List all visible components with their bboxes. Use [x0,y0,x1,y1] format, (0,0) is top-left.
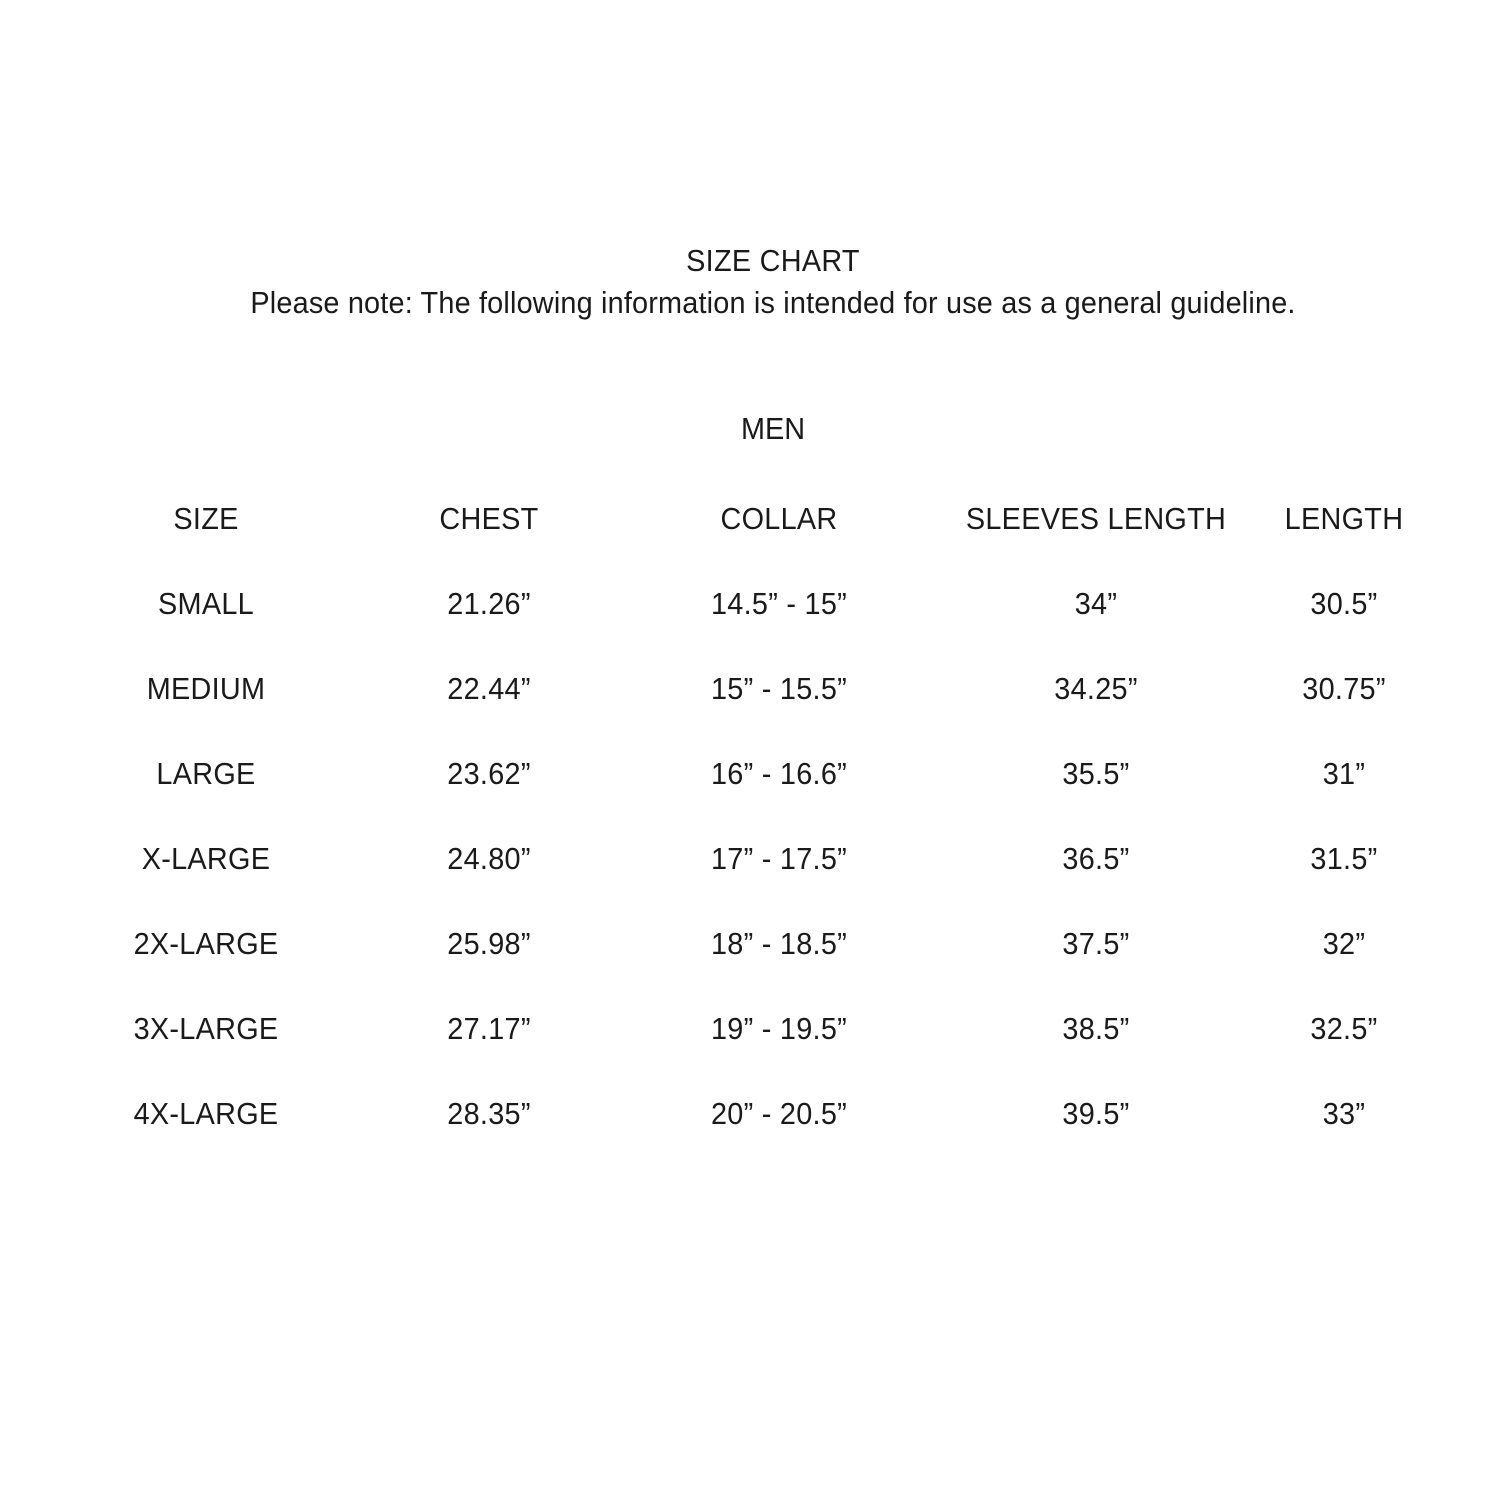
table-cell-sleeves-length: 34” [1074,586,1118,621]
table-cell-collar: 15” - 15.5” [710,671,848,706]
table-cell-chest: 27.17” [447,1011,531,1046]
table-cell-size: 2X-LARGE [133,926,279,961]
column-header-collar: COLLAR [720,501,838,536]
table-cell-size: 3X-LARGE [133,1011,279,1046]
table-cell-length: 33” [1322,1096,1366,1131]
table-cell-collar: 17” - 17.5” [710,841,848,876]
table-cell-chest: 22.44” [447,671,531,706]
table-cell-size: LARGE [156,756,256,791]
section-heading-men: MEN [740,411,806,446]
table-cell-sleeves-length: 35.5” [1062,756,1130,791]
table-cell-size: MEDIUM [146,671,266,706]
column-header-chest: CHEST [439,501,539,536]
table-cell-size: SMALL [158,586,254,621]
page-title: SIZE CHART [686,243,860,278]
table-cell-sleeves-length: 39.5” [1062,1096,1130,1131]
table-cell-length: 30.5” [1310,586,1378,621]
table-cell-chest: 24.80” [447,841,531,876]
table-cell-chest: 21.26” [447,586,531,621]
table-cell-chest: 28.35” [447,1096,531,1131]
table-cell-collar: 20” - 20.5” [710,1096,848,1131]
column-header-length: LENGTH [1284,501,1404,536]
table-cell-length: 32.5” [1310,1011,1378,1046]
table-cell-chest: 23.62” [447,756,531,791]
table-cell-collar: 19” - 19.5” [710,1011,848,1046]
table-cell-length: 32” [1322,926,1366,961]
table-cell-length: 30.75” [1302,671,1386,706]
table-cell-collar: 16” - 16.6” [710,756,848,791]
table-cell-chest: 25.98” [447,926,531,961]
table-cell-size: 4X-LARGE [133,1096,279,1131]
column-header-sleeves-length: SLEEVES LENGTH [965,501,1227,536]
table-cell-length: 31.5” [1310,841,1378,876]
table-cell-size: X-LARGE [141,841,271,876]
table-cell-sleeves-length: 34.25” [1054,671,1138,706]
guideline-note: Please note: The following information is intended for use as a general guideline. [250,285,1296,320]
table-cell-collar: 14.5” - 15” [710,586,848,621]
table-cell-sleeves-length: 38.5” [1062,1011,1130,1046]
table-cell-collar: 18” - 18.5” [710,926,848,961]
table-cell-length: 31” [1322,756,1366,791]
table-cell-sleeves-length: 37.5” [1062,926,1130,961]
column-header-size: SIZE [173,501,239,536]
table-cell-sleeves-length: 36.5” [1062,841,1130,876]
